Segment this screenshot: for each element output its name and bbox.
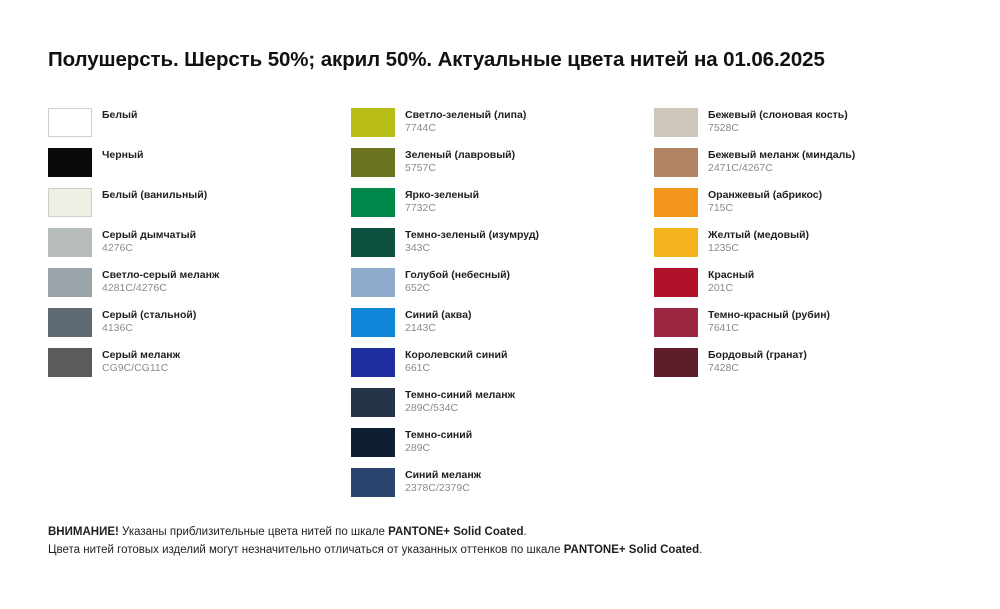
swatch-labels [405,188,479,215]
color-name: Темно-синий [405,429,473,441]
swatch-labels [708,108,848,135]
color-name: Синий (аква) [405,309,472,321]
color-code: 652C [405,281,431,294]
list-item [48,308,351,348]
attention-label: ВНИМАНИЕ! [48,526,119,538]
color-code: CG9C/CG11C [102,361,169,374]
footer-line-1 [48,524,968,542]
swatch-labels [708,308,830,335]
color-code: 7744C [405,121,436,134]
color-name: Серый дымчатый [102,229,197,241]
swatch-labels [405,148,515,175]
color-name: Темно-красный (рубин) [708,309,831,321]
footer-text-2: Цвета нитей готовых изделий могут незначительно отличаться от указанных оттенков по шкале [48,543,564,556]
page-title: Полушерсть. Шерсть 50%; акрил 50%. Актуальные цвета нитей на 01.06.2025 [48,48,825,71]
color-name: Темно-зеленый (изумруд) [405,229,539,241]
color-chip [654,188,698,217]
color-code: 2471C/4267C [708,161,773,174]
color-name: Черный [102,149,144,161]
color-chip [48,348,92,377]
color-chip [654,228,698,257]
list-item [654,188,957,228]
color-name: Темно-синий меланж [405,389,515,401]
list-item [351,468,654,508]
swatch-labels [102,308,196,335]
color-chip [351,428,395,457]
color-code: 7641C [708,321,739,334]
color-name: Серый (стальной) [102,309,197,321]
color-chip [351,268,395,297]
footer-period-2: . [699,543,703,556]
list-item [48,228,351,268]
list-item [654,228,957,268]
swatch-labels [405,308,471,335]
color-chip [48,268,92,297]
color-name: Синий меланж [405,469,482,481]
color-chip [351,308,395,337]
swatch-column-warm-reds [654,108,957,508]
color-name: Ярко-зеленый [405,189,480,201]
color-code: 2378C/2379C [405,481,470,494]
list-item [654,148,957,188]
list-item [351,268,654,308]
swatch-labels [405,468,481,495]
color-name: Светло-серый меланж [102,269,220,281]
color-chip [48,308,92,337]
color-code: 4136C [102,321,133,334]
color-chip [48,228,92,257]
list-item [48,348,351,388]
color-code: 2143C [405,321,436,334]
color-name: Оранжевый (абрикос) [708,189,823,201]
color-chip [48,108,92,137]
color-code: 7428C [708,361,739,374]
color-code: 715C [708,201,734,214]
list-item [654,348,957,388]
color-name: Бежевый (слоновая кость) [708,109,848,121]
color-chip [654,348,698,377]
list-item [654,308,957,348]
footer-note [48,524,968,560]
color-code: 7732C [405,201,436,214]
color-name: Белый (ванильный) [102,189,208,201]
color-code: 4276C [102,241,133,254]
list-item [351,348,654,388]
list-item [654,268,957,308]
list-item [48,188,351,228]
color-code: 343C [405,241,431,254]
swatch-labels [405,388,515,415]
swatch-column-greys [48,108,351,508]
footer-line-2 [48,542,968,560]
color-name: Королевский синий [405,349,508,361]
color-chip [48,148,92,177]
color-chip [351,348,395,377]
color-chip [48,188,92,217]
color-name: Зеленый (лавровый) [405,149,516,161]
color-code: 289C/534C [405,401,459,414]
pantone-scale-1: PANTONE+ Solid Coated [388,526,524,538]
color-name: Голубой (небесный) [405,269,511,281]
color-name: Желтый (медовый) [708,229,810,241]
color-name: Красный [708,269,755,281]
color-code: 4281C/4276C [102,281,167,294]
list-item [351,388,654,428]
footer-text-1: Указаны приблизительные цвета нитей по шкале [118,526,389,538]
list-item [351,308,654,348]
swatch-labels [102,148,143,162]
color-chip [351,228,395,257]
color-chip [654,148,698,177]
swatch-labels [405,428,472,455]
color-chip [654,308,698,337]
swatch-labels [405,228,539,255]
color-chip [351,388,395,417]
color-name: Серый меланж [102,349,181,361]
list-item [48,268,351,308]
swatch-labels [708,148,855,175]
list-item [351,428,654,468]
swatch-column-greens-blues [351,108,654,508]
swatch-columns [48,108,958,508]
color-chip [351,468,395,497]
color-chip [351,108,395,137]
list-item [351,108,654,148]
color-chip [654,108,698,137]
swatch-labels [102,188,207,202]
color-name: Бежевый меланж (миндаль) [708,149,856,161]
color-name: Белый [102,109,138,121]
swatch-labels [708,348,807,375]
list-item [654,108,957,148]
swatch-labels [708,188,822,215]
swatch-labels [405,108,526,135]
swatch-labels [405,348,507,375]
swatch-labels [102,228,196,255]
color-code: 289C [405,441,431,454]
color-chip [351,188,395,217]
list-item [48,108,351,148]
color-name: Светло-зеленый (липа) [405,109,527,121]
color-chip [351,148,395,177]
color-name: Бордовый (гранат) [708,349,807,361]
list-item [351,148,654,188]
footer-period-1: . [523,526,527,538]
color-code: 661C [405,361,431,374]
list-item [48,148,351,188]
list-item [351,228,654,268]
swatch-labels [102,108,137,122]
color-code: 7528C [708,121,739,134]
swatch-labels [102,348,180,375]
swatch-labels [405,268,510,295]
swatch-labels [708,228,809,255]
list-item [351,188,654,228]
color-chip [654,268,698,297]
color-code: 201C [708,281,734,294]
swatch-labels [708,268,754,295]
swatch-labels [102,268,219,295]
color-code: 5757C [405,161,436,174]
pantone-scale-2: PANTONE+ Solid Coated [563,543,700,556]
color-code: 1235C [708,241,739,254]
